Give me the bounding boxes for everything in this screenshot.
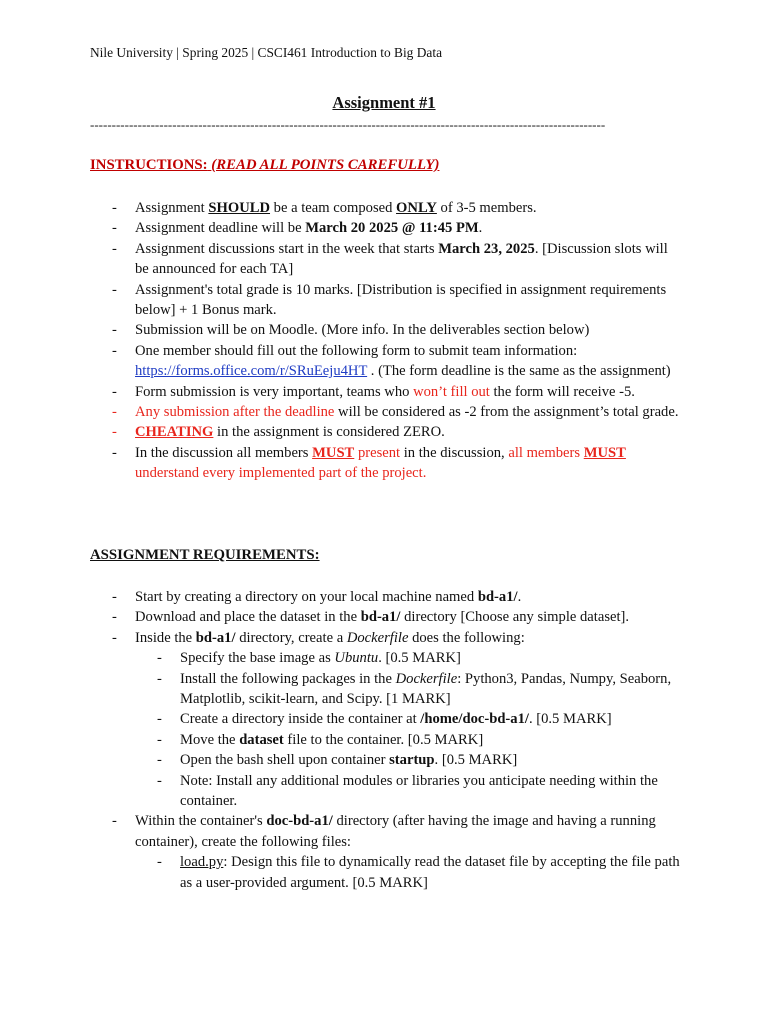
- list-item: - Submission will be on Moodle. (More info. In the deliverables section below): [112, 322, 590, 339]
- list-item: - Install the following packages in the Dockerfile: Python3, Pandas, Numpy, Seaborn, Matplotlib, scikit-learn, and Scipy. [1 MARK]: [157, 670, 672, 708]
- list-item: - Move the dataset file to the container. [0.5 MARK]: [157, 731, 484, 748]
- page-title: Assignment #1: [332, 93, 436, 112]
- list-item: - Assignment discussions start in the week that starts March 23, 2025. [Discussion slots will be announced for each TA]: [112, 240, 668, 278]
- list-item: - load.py: Design this file to dynamically read the dataset file by accepting the file path as a user-provided argument. [0.5 MARK]: [157, 854, 680, 891]
- list-item: - Specify the base image as Ubuntu. [0.5 MARK]: [157, 650, 461, 667]
- list-item: - Note: Install any additional modules or libraries you anticipate needing within the container.: [157, 772, 658, 810]
- files-sublist: [135, 852, 680, 893]
- instructions-heading-note: (READ ALL POINTS CAREFULLY): [211, 157, 440, 173]
- list-item: - One member should fill out the following form to submit team information: https://forms.office.com/r/SRuEeju4HT . (The form deadline is the same as the assignment): [112, 342, 671, 380]
- instructions-list: [90, 198, 680, 484]
- instructions-heading: INSTRUCTIONS: (READ ALL POINTS CAREFULLY): [90, 157, 440, 173]
- list-item: - Assignment deadline will be March 20 2025 @ 11:45 PM.: [112, 220, 483, 237]
- requirements-heading: ASSIGNMENT REQUIREMENTS:: [90, 547, 320, 563]
- requirements-list: [90, 587, 680, 893]
- list-item: - Assignment's total grade is 10 marks. [Distribution is specified in assignment requirements below] + 1 Bonus mark.: [112, 281, 667, 319]
- list-item: - Any submission after the deadline will be considered as -2 from the assignment’s total grade.: [112, 404, 679, 421]
- list-item: - Download and place the dataset in the bd-a1/ directory [Choose any simple dataset].: [112, 609, 630, 626]
- divider-rule: -----------------------------------------------------------------------------------------------------------------------: [90, 117, 606, 132]
- list-item: - CHEATING in the assignment is considered ZERO.: [112, 424, 445, 441]
- dockerfile-sublist: [135, 648, 680, 811]
- list-item: - Open the bash shell upon container startup. [0.5 MARK]: [157, 752, 518, 769]
- form-link[interactable]: https://forms.office.com/r/SRuEeju4HT: [135, 363, 368, 380]
- list-item: - Create a directory inside the container at /home/doc-bd-a1/. [0.5 MARK]: [157, 711, 612, 728]
- list-item: - Inside the bd-a1/ directory, create a Dockerfile does the following: - Specify the base image as Ubuntu. [0.5 MARK] - Install the following packages in the Dockerfile: Python3, Pandas, Numpy, Seaborn, Matplotlib, scikit-learn, and Scipy. [1 MARK] - Create a directory inside the container at /home/doc-bd-a1/. [0.5 MARK] - Move the dataset file to the container. [0.5 MARK] - Open the bash shell upon container startup. [0.5 MARK] - Note: Install any additional modules or libraries you anticipate needing within the container.: [90, 628, 680, 812]
- list-item: - Assignment SHOULD be a team composed ONLY of 3-5 members.: [112, 200, 537, 216]
- list-item: - In the discussion all members MUST present in the discussion, all members MUST understand every implemented part of the project.: [112, 444, 626, 482]
- list-item: - Form submission is very important, teams who won’t fill out the form will receive -5.: [112, 383, 635, 400]
- list-item: - Within the container's doc-bd-a1/ directory (after having the image and having a running container), create the following files: - load.py: Design this file to dynamically read the dataset file by accepting the file path as a user-provided argument. [0.5 MARK]: [90, 811, 680, 893]
- filename-load-py: load.py: [180, 854, 224, 871]
- page-header: Nile University | Spring 2025 | CSCI461 Introduction to Big Data: [90, 45, 443, 60]
- list-item: - Start by creating a directory on your local machine named bd-a1/.: [112, 589, 522, 605]
